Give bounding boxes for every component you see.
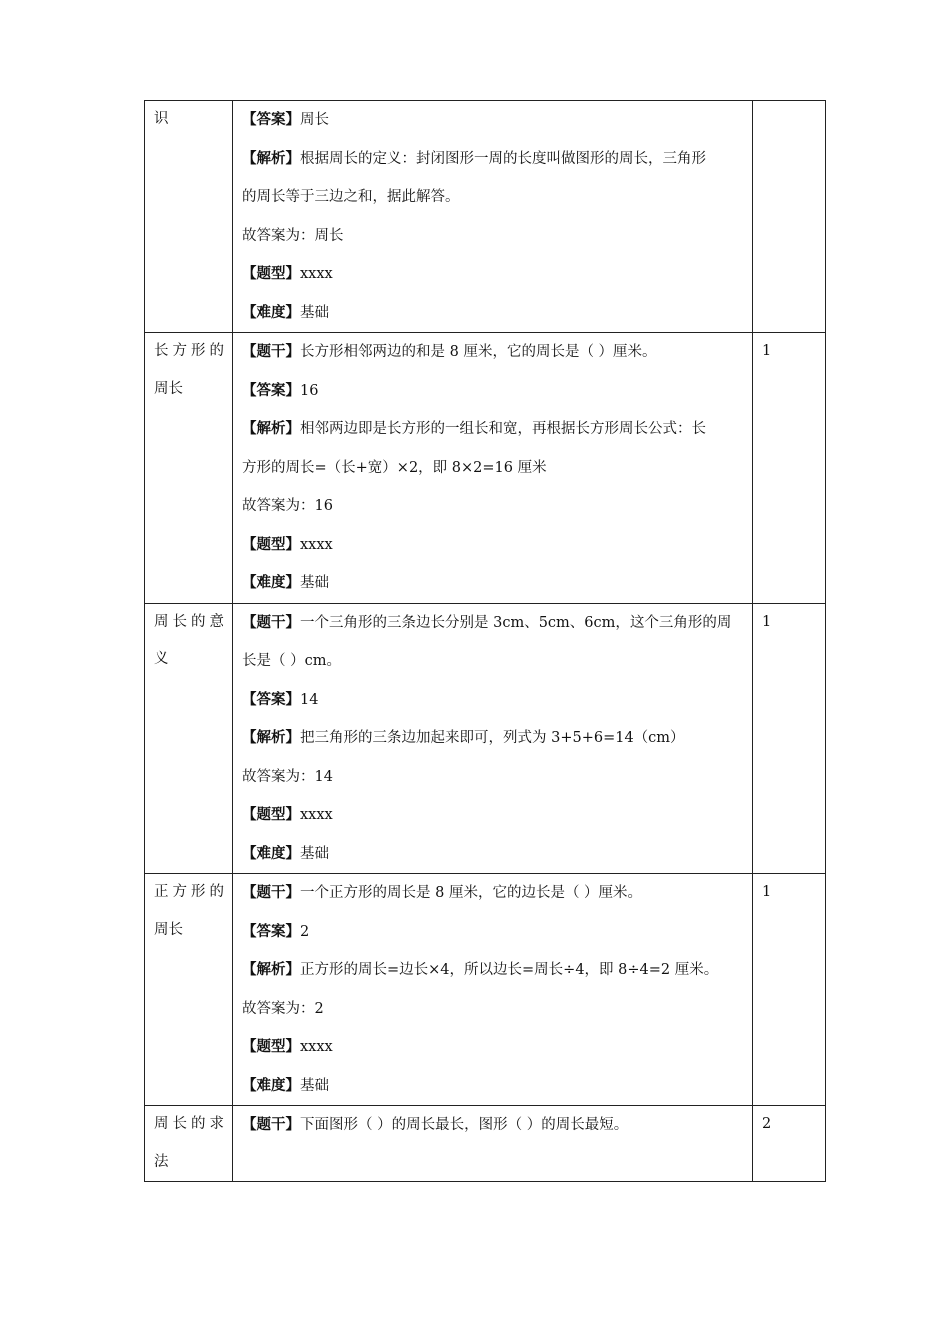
line-tag: 【答案】 bbox=[242, 111, 300, 128]
content-line bbox=[242, 874, 746, 913]
line-text: xxxx bbox=[300, 1039, 333, 1055]
line-tag: 【题干】 bbox=[242, 343, 300, 360]
line-tag: 【答案】 bbox=[242, 381, 300, 399]
knowledge-point-cell bbox=[145, 1106, 233, 1182]
content-line bbox=[242, 410, 746, 449]
line-text: 把三角形的三条边加起来即可，列式为 3+5+6=14（cm） bbox=[300, 730, 685, 746]
score-value: 2 bbox=[762, 1116, 772, 1132]
line-tag: 【题干】 bbox=[242, 884, 300, 901]
line-text: 基础 bbox=[300, 575, 329, 591]
content-line bbox=[242, 255, 746, 294]
knowledge-point-line: 正方形的 bbox=[154, 884, 224, 900]
line-tag: 【答案】 bbox=[242, 922, 300, 940]
table-row bbox=[145, 603, 826, 874]
table-row bbox=[145, 333, 826, 604]
line-tag: 【难度】 bbox=[242, 844, 300, 862]
content-line bbox=[242, 990, 746, 1029]
content-line bbox=[242, 604, 746, 643]
line-tag: 【题型】 bbox=[242, 806, 300, 823]
content-line bbox=[242, 333, 746, 372]
line-tag: 【解析】 bbox=[242, 729, 300, 746]
content-line bbox=[242, 564, 746, 603]
content-line bbox=[242, 294, 746, 333]
knowledge-point-line: 法 bbox=[154, 1153, 169, 1170]
content-line bbox=[242, 1067, 746, 1106]
line-text: 基础 bbox=[300, 845, 329, 862]
score-cell bbox=[753, 333, 826, 604]
line-text: 14 bbox=[300, 691, 319, 708]
content-line bbox=[242, 487, 746, 526]
content-line bbox=[242, 449, 746, 488]
question-content-cell bbox=[233, 603, 753, 874]
line-text: 故答案为：14 bbox=[242, 768, 333, 785]
line-text: 故答案为：2 bbox=[242, 1000, 324, 1017]
score-cell bbox=[753, 874, 826, 1106]
score-value: 1 bbox=[762, 884, 772, 900]
score-cell bbox=[753, 1106, 826, 1182]
content-line bbox=[242, 1106, 746, 1145]
table-row bbox=[145, 1106, 826, 1182]
content-line bbox=[242, 796, 746, 835]
line-text: 根据周长的定义：封闭图形一周的长度叫做图形的周长，三角形 bbox=[300, 150, 706, 167]
line-text: 16 bbox=[300, 382, 319, 399]
line-tag: 【难度】 bbox=[242, 1076, 300, 1094]
line-text: 下面图形（ ）的周长最长，图形（ ）的周长最短。 bbox=[300, 1117, 629, 1133]
content-line bbox=[242, 758, 746, 797]
content-line bbox=[242, 178, 746, 217]
line-tag: 【题型】 bbox=[242, 1038, 300, 1055]
table-row bbox=[145, 874, 826, 1106]
knowledge-point-line: 长方形的 bbox=[154, 343, 224, 359]
knowledge-point-line: 周长的意 bbox=[154, 613, 224, 630]
line-text: xxxx bbox=[300, 807, 333, 823]
line-text: 正方形的周长=边长×4，所以边长=周长÷4，即 8÷4=2 厘米。 bbox=[300, 962, 719, 978]
question-table-body bbox=[145, 101, 826, 1182]
knowledge-point-cell bbox=[145, 603, 233, 874]
line-text: xxxx bbox=[300, 266, 333, 282]
knowledge-point-cell bbox=[145, 874, 233, 1106]
line-tag: 【题型】 bbox=[242, 265, 300, 282]
line-text: 方形的周长=（长+宽）×2，即 8×2=16 厘米 bbox=[242, 459, 547, 476]
line-text: 基础 bbox=[300, 304, 329, 321]
content-line bbox=[242, 217, 746, 256]
line-text: 一个正方形的周长是 8 厘米，它的边长是（ ）厘米。 bbox=[300, 885, 643, 901]
knowledge-point-cell bbox=[145, 333, 233, 604]
content-line bbox=[242, 681, 746, 720]
line-text: 一个三角形的三条边长分别是 3cm、5cm、6cm，这个三角形的周 bbox=[300, 614, 732, 631]
line-tag: 【解析】 bbox=[242, 961, 300, 978]
content-line bbox=[242, 913, 746, 952]
knowledge-point-line: 识 bbox=[154, 111, 169, 127]
knowledge-point-cell bbox=[145, 101, 233, 333]
question-content-cell bbox=[233, 101, 753, 333]
line-tag: 【解析】 bbox=[242, 149, 300, 167]
content-line bbox=[242, 642, 746, 681]
line-tag: 【题干】 bbox=[242, 1116, 300, 1133]
line-text: 长方形相邻两边的和是 8 厘米，它的周长是（ ）厘米。 bbox=[300, 344, 657, 360]
question-content-cell bbox=[233, 1106, 753, 1182]
content-line bbox=[242, 101, 746, 140]
line-text: 故答案为：周长 bbox=[242, 227, 344, 244]
question-table bbox=[144, 100, 826, 1182]
line-tag: 【题型】 bbox=[242, 535, 300, 553]
question-content-cell bbox=[233, 874, 753, 1106]
question-content-cell bbox=[233, 333, 753, 604]
line-text: 长是（ ）cm。 bbox=[242, 653, 341, 669]
content-line bbox=[242, 372, 746, 411]
line-tag: 【题干】 bbox=[242, 613, 300, 631]
content-line bbox=[242, 140, 746, 179]
line-tag: 【答案】 bbox=[242, 690, 300, 708]
line-text: 周长 bbox=[300, 112, 329, 128]
knowledge-point-line: 周长 bbox=[154, 921, 183, 938]
line-tag: 【难度】 bbox=[242, 303, 300, 321]
table-row bbox=[145, 101, 826, 333]
knowledge-point-line: 周长 bbox=[154, 380, 183, 397]
score-cell bbox=[753, 603, 826, 874]
line-tag: 【解析】 bbox=[242, 420, 300, 437]
line-text: 2 bbox=[300, 923, 310, 940]
line-text: 相邻两边即是长方形的一组长和宽，再根据长方形周长公式：长 bbox=[300, 421, 706, 437]
score-cell bbox=[753, 101, 826, 333]
content-line bbox=[242, 951, 746, 990]
content-line bbox=[242, 526, 746, 565]
content-line bbox=[242, 719, 746, 758]
line-text: 基础 bbox=[300, 1077, 329, 1094]
knowledge-point-line: 周长的求 bbox=[154, 1116, 224, 1132]
score-value: 1 bbox=[762, 613, 772, 630]
content-line bbox=[242, 835, 746, 874]
knowledge-point-line: 义 bbox=[154, 651, 169, 667]
line-text: xxxx bbox=[300, 536, 333, 553]
content-line bbox=[242, 1028, 746, 1067]
score-value: 1 bbox=[762, 343, 772, 359]
line-text: 故答案为：16 bbox=[242, 498, 333, 514]
line-tag: 【难度】 bbox=[242, 574, 300, 591]
line-text: 的周长等于三边之和，据此解答。 bbox=[242, 189, 460, 205]
